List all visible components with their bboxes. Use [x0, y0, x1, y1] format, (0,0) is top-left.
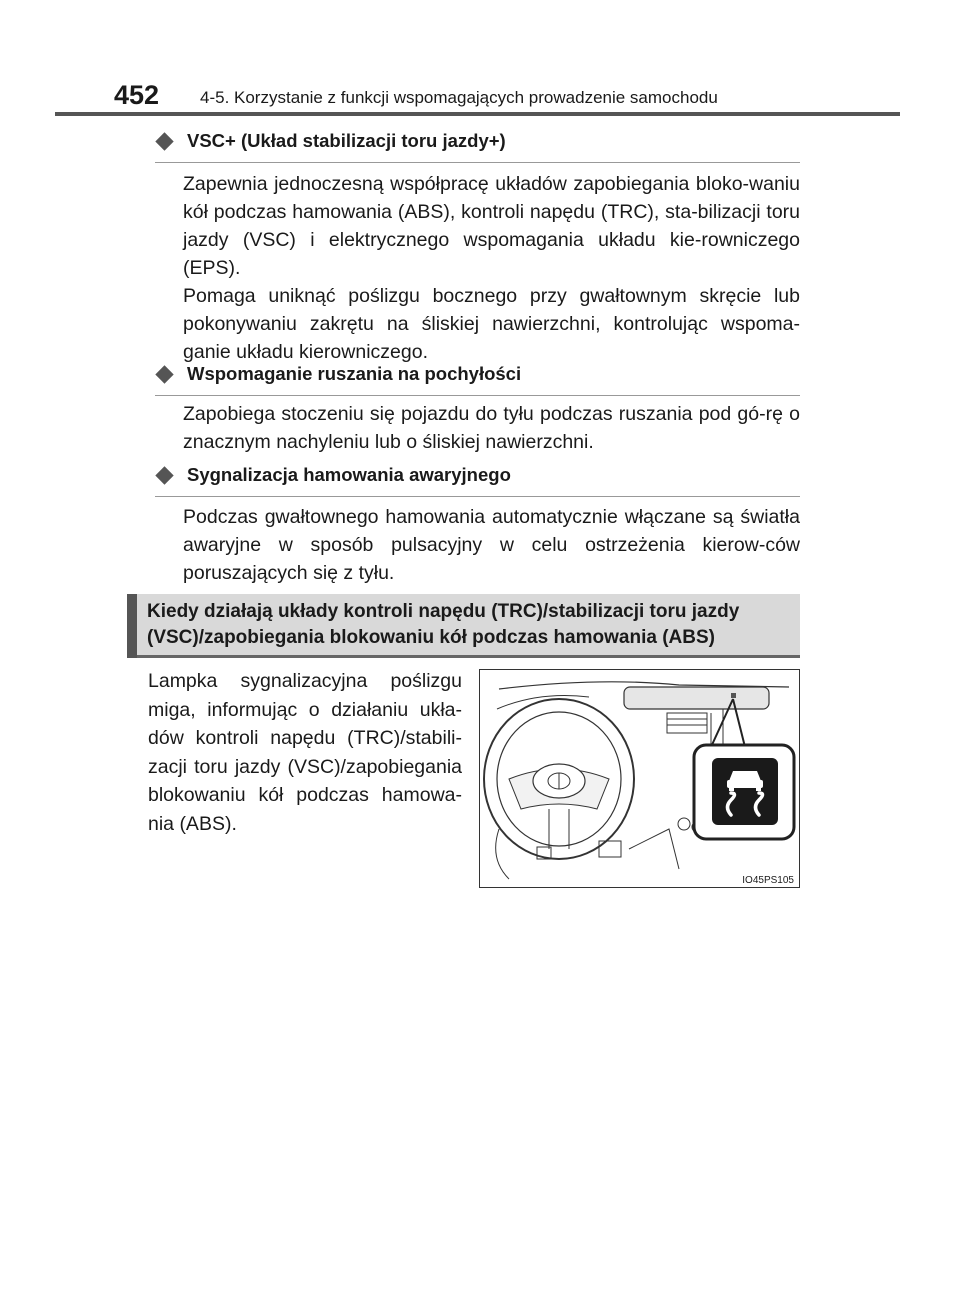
header-rule	[55, 112, 900, 116]
diamond-bullet-icon	[155, 365, 173, 383]
section-body: Zapewnia jednoczesną współpracę układów zapobiegania bloko-waniu kół podczas hamowania (ABS), kontroli napędu (TRC), sta-bilizacji toru jazdy (VSC) i elektrycznego wspomagania układu kie-rowniczego (EPS).	[183, 173, 800, 279]
section-heading-emergency-brake-signal	[155, 462, 800, 497]
figure-caption: Lampka sygnalizacyjna poślizgu miga, informując o działaniu ukła-dów kontroli napędu (TRC)/stabili-zacji toru jazdy (VSC)/zapobiegania blokowaniu kół podczas hamowa-nia (ABS).	[148, 670, 462, 835]
section-body: Pomaga uniknąć poślizgu bocznego przy gwałtownym skręcie lub pokonywaniu zakrętu na śliskiej nawierzchni, kontrolując wspoma-ganie układu kierowniczego.	[183, 285, 800, 363]
diamond-bullet-icon	[155, 132, 173, 150]
dashboard-drawing	[479, 669, 800, 888]
section-title: Sygnalizacja hamowania awaryjnego	[187, 464, 511, 485]
box-heading-bar	[127, 594, 137, 658]
box-heading-text: Kiedy działają układy kontroli napędu (TRC)/stabilizacji toru jazdy (VSC)/zapobiegania blokowaniu kół podczas hamowania (ABS)	[147, 601, 740, 648]
page-number: 452	[114, 80, 160, 110]
section-heading-hill-start	[155, 361, 800, 396]
section-body: Podczas gwałtownego hamowania automatycznie włączane są światła awaryjne w sposób pulsacyjny w celu ostrzeżenia kierow-ców poruszających się z tyłu.	[183, 506, 800, 584]
section-title: VSC+ (Układ stabilizacji toru jazdy+)	[187, 130, 506, 151]
figure-code: IO45PS105	[742, 875, 794, 886]
dashboard-illustration	[479, 669, 800, 888]
section-heading-vsc	[155, 128, 800, 163]
diamond-bullet-icon	[155, 466, 173, 484]
chapter-title: 4-5. Korzystanie z funkcji wspomagających prowadzenie samochodu	[200, 88, 718, 107]
section-title: Wspomaganie ruszania na pochyłości	[187, 363, 522, 384]
section-body: Zapobiega stoczeniu się pojazdu do tyłu podczas ruszania pod gó-rę o znacznym nachyleniu lub o śliskiej nawierzchni.	[183, 403, 800, 453]
box-heading	[127, 594, 800, 658]
page-header	[110, 76, 910, 116]
